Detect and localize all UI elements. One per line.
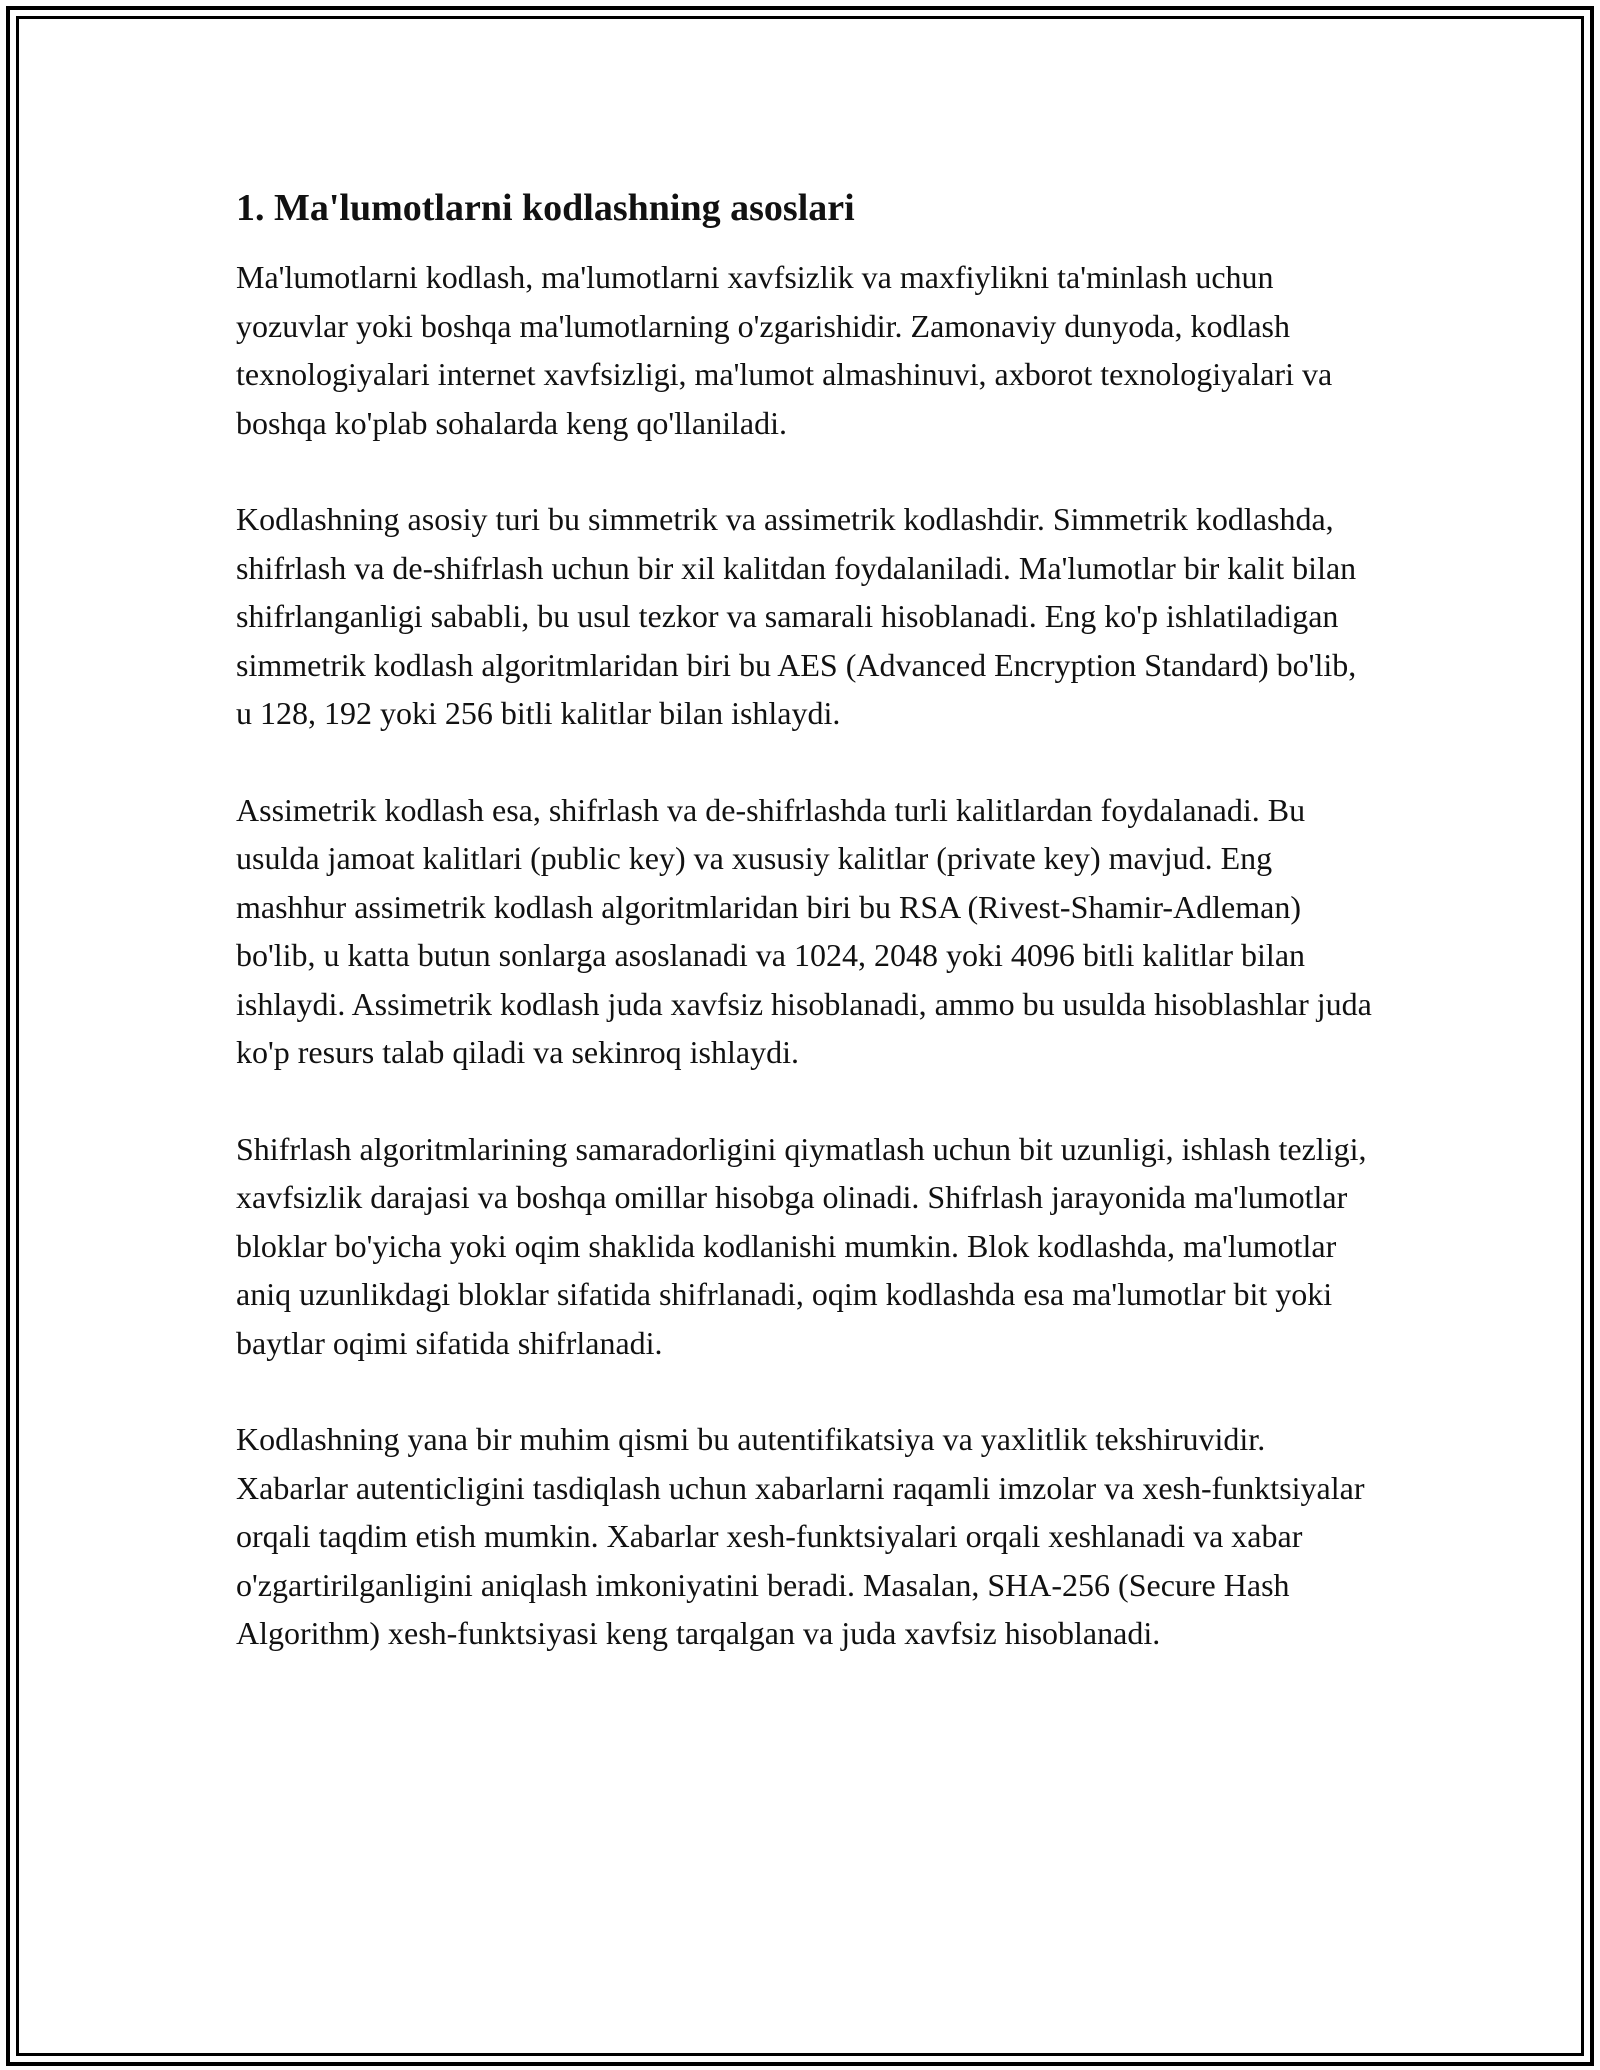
paragraph-authentication: Kodlashning yana bir muhim qismi bu autentifikatsiya va yaxlitlik tekshiruvidir. Xabarlar autenticligini tasdiqlash uchun xabarlarni raqamli imzolar va xesh-funktsiyalar orqali taqdim etish mumkin. Xabarlar xesh-funktsiyalari orqali xeshlanadi va xabar o'zgartirilganligini aniqlash imkoniyatini beradi. Masalan, SHA-256 (Secure Hash Algorithm) xesh-funktsiyasi keng tarqalgan va juda xavfsiz hisoblanadi. <box>236 1421 1365 1652</box>
paragraph-intro: Ma'lumotlarni kodlash, ma'lumotlarni xavfsizlik va maxfiylikni ta'minlash uchun yozuvlar yoki boshqa ma'lumotlarning o'zgarishidir. Zamonaviy dunyoda, kodlash texnologiyalari internet xavfsizligi, ma'lumot almashinuvi, axborot texnologiyalari va boshqa ko'plab sohalarda keng qo'llaniladi. <box>236 259 1333 441</box>
section-heading: 1. Ma'lumotlarni kodlashning asoslari <box>236 187 855 229</box>
paragraph-efficiency: Shifrlash algoritmlarining samaradorligini qiymatlash uchun bit uzunligi, ishlash tezligi, xavfsizlik darajasi va boshqa omillar hisobga olinadi. Shifrlash jarayonida ma'lumotlar bloklar bo'yicha yoki oqim shaklida kodlanishi mumkin. Blok kodlashda, ma'lumotlar aniq uzunlikdagi bloklar sifatida shifrlanadi, oqim kodlashda esa ma'lumotlar bit yoki baytlar oqimi sifatida shifrlanadi. <box>236 1130 1367 1361</box>
paragraph-asymmetric: Assimetrik kodlash esa, shifrlash va de-shifrlashda turli kalitlardan foydalanadi. Bu usulda jamoat kalitlari (public key) va xususiy kalitlar (private key) mavjud. Eng mashhur assimetrik kodlash algoritmlaridan biri bu RSA (Rivest-Shamir-Adleman) bo'lib, u katta butun sonlarga asoslanadi va 1024, 2048 yoki 4096 bitli kalitlar bilan ishlaydi. Assimetrik kodlash juda xavfsiz hisoblanadi, ammo bu usulda hisoblashlar juda ko'p resurs talab qiladi va sekinroq ishlaydi. <box>236 791 1372 1071</box>
document-body <box>236 184 1376 1706</box>
paragraph-symmetric: Kodlashning asosiy turi bu simmetrik va assimetrik kodlashdir. Simmetrik kodlashda, shifrlash va de-shifrlash uchun bir xil kalitdan foydalaniladi. Ma'lumotlar bir kalit bilan shifrlanganligi sababli, bu usul tezkor va samarali hisoblanadi. Eng ko'p ishlatiladigan simmetrik kodlash algoritmlaridan biri bu AES (Advanced Encryption Standard) bo'lib, u 128, 192 yoki 256 bitli kalitlar bilan ishlaydi. <box>236 501 1357 732</box>
